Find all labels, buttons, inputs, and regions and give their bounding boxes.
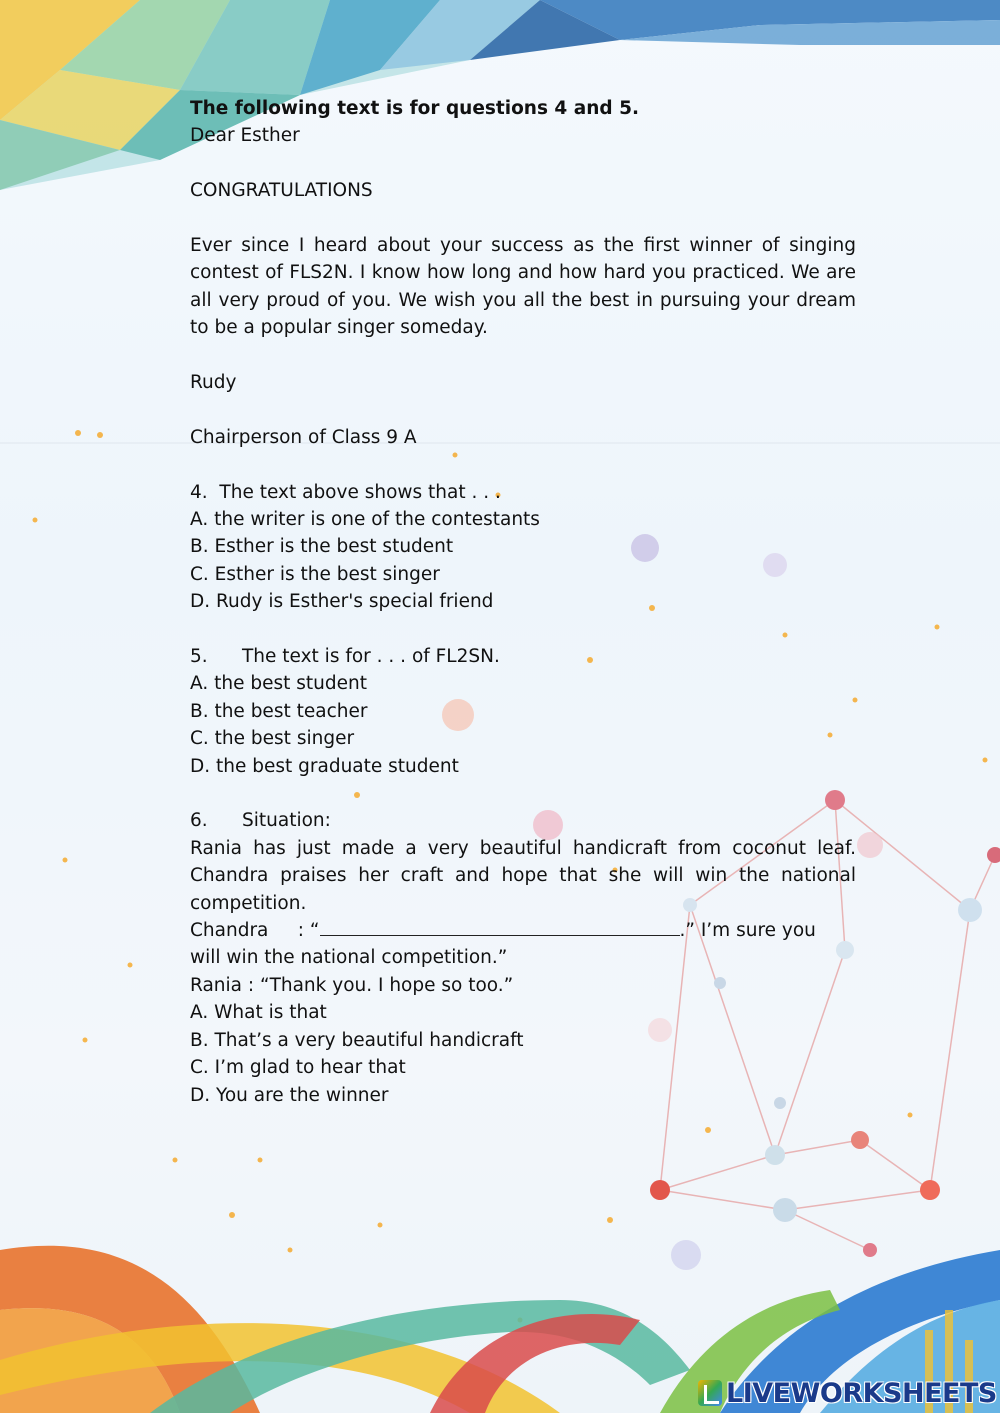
question-stem (190, 643, 856, 670)
situation-text: Rania has just made a very beautiful handicraft from coconut leaf. Chandra praises her craft and hope that she will win the national competition. (190, 837, 856, 914)
letter-title: CONGRATULATIONS (190, 180, 373, 202)
logo-text: LIVEWORKSHEETS (726, 1377, 997, 1409)
answer-option-a[interactable]: A. What is that (190, 1002, 327, 1024)
question-number: 4. (190, 481, 208, 503)
section-heading: The following text is for questions 4 and 5. (190, 98, 639, 119)
speaker-chandra: Chandra (190, 920, 269, 942)
answer-blank[interactable] (320, 917, 680, 936)
question-6 (190, 807, 856, 1108)
chandra-dialog-line: Chandra : “ .” I’m sure you (190, 917, 856, 944)
liveworksheets-logo[interactable] (698, 1378, 997, 1408)
liveworksheets-logo-icon (698, 1380, 722, 1406)
question-number: 6. (190, 810, 208, 832)
answer-option-d[interactable]: D. the best graduate student (190, 755, 459, 777)
letter-body: Ever since I heard about your success as the first winner of singing contest of FLS2N. I know how long and how hard you practiced. We are all very proud of you. We wish you all the best in pursuing your dream to be a popular singer someday. (190, 235, 856, 339)
question-4 (190, 479, 856, 616)
answer-option-b[interactable]: B. That’s a very beautiful handicraft (190, 1029, 524, 1051)
answer-option-c[interactable]: C. Esther is the best singer (190, 563, 440, 585)
chandra-dialog-line-2: will win the national competition.” (190, 947, 508, 969)
answer-option-a[interactable]: A. the writer is one of the contestants (190, 509, 540, 531)
answer-option-c[interactable]: C. the best singer (190, 728, 355, 750)
question-number: 5. (190, 646, 208, 668)
question-stem (190, 807, 856, 834)
question-text: The text is for . . . of FL2SN. (242, 646, 500, 668)
question-text: The text above shows that . . . (219, 481, 501, 503)
rania-dialog-line: Rania : “Thank you. I hope so too.” (190, 974, 514, 996)
answer-option-d[interactable]: D. You are the winner (190, 1084, 389, 1106)
answer-option-a[interactable]: A. the best student (190, 673, 367, 695)
question-5 (190, 643, 856, 780)
worksheet-content (190, 95, 856, 1109)
question-stem (190, 479, 856, 506)
answer-option-b[interactable]: B. the best teacher (190, 700, 368, 722)
question-text: Situation: (242, 810, 331, 832)
answer-option-c[interactable]: C. I’m glad to hear that (190, 1057, 406, 1079)
answer-option-d[interactable]: D. Rudy is Esther's special friend (190, 591, 494, 613)
letter-position: Chairperson of Class 9 A (190, 426, 417, 448)
answer-option-b[interactable]: B. Esther is the best student (190, 536, 454, 558)
letter-signature: Rudy (190, 372, 237, 394)
letter-greeting: Dear Esther (190, 125, 300, 147)
